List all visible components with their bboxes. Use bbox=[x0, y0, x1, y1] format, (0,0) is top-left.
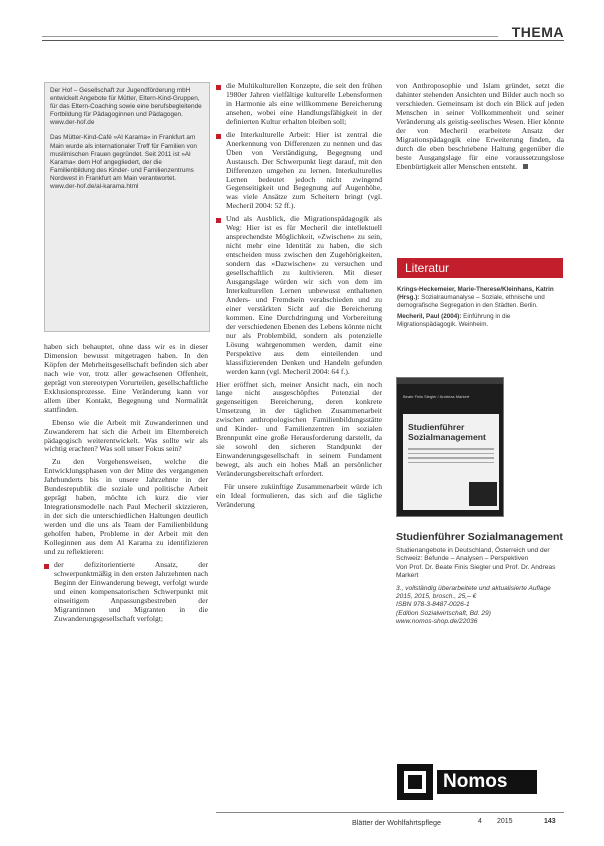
cafe-text: Das Mütter-Kind-Café »Al Karama« in Frankfurt am Main wurde als internationaler Treff für Familien von muslimischen Frauen gegründet. Seit 2011 ist »Al Karama« dem Hof angegliedert, der die Familienbildung des Kinder- und Familienzentrums Nordwest in Frankfurt am Main verantwortet. bbox=[50, 134, 197, 182]
header-rule bbox=[42, 36, 498, 37]
reference-text: Sozialraumanalyse – Soziale, ethnische und demografische Segregation in den Städten. Berlin. bbox=[397, 294, 545, 310]
reference-text: Einführung in die Migrationspädagogik. Weinheim. bbox=[397, 312, 511, 328]
paragraph: Zu den Vorgehensweisen, welche die Entwicklungsphasen von der Mitte des vergangenen Jahrhunderts bis in unsere Jahrzehnte in der Bundesrepublik die soziale und politische Arbeit geprägt haben, möchte ich kurz die vier Integrationsmodelle nach Paul Mecheril skizzieren, in der sich die unterschiedlichen Haltungen deutlich werden und die uns als Team der Familienbildung geholfen haben, Probleme in der Arbeit mit den Kolleginnen aus dem Al Karama zu identifizieren und zu reflektieren: bbox=[44, 457, 208, 556]
bullet-square-icon bbox=[44, 564, 49, 569]
issue-number: 4 bbox=[478, 818, 482, 825]
bullet-item bbox=[216, 82, 382, 127]
end-mark-icon bbox=[523, 164, 528, 169]
bullet-item bbox=[216, 131, 382, 212]
column-left bbox=[44, 343, 208, 628]
hof-info bbox=[50, 87, 204, 127]
bullet-square-icon bbox=[216, 218, 221, 223]
bullet-item bbox=[44, 561, 208, 624]
book-title: Studienführer Sozialmanagement bbox=[396, 531, 563, 543]
cafe-info bbox=[50, 134, 204, 191]
reference-author: Mecheril, Paul (2004): bbox=[397, 312, 462, 320]
book-isbn: ISBN 978-3-8487-0026-1 bbox=[396, 601, 470, 609]
cover-subtitle-lines bbox=[408, 448, 494, 466]
bullet-square-icon bbox=[216, 85, 221, 90]
section-label: THEMA bbox=[511, 24, 564, 40]
reference-author: Krings-Heckemeier, Marie-Therese/Kleinhans, Katrin (Hrsg.): bbox=[397, 286, 554, 302]
nomos-wordmark: Nomos bbox=[443, 771, 508, 792]
book-link[interactable]: www.nomos-shop.de/22036 bbox=[396, 618, 478, 626]
info-box bbox=[44, 82, 210, 332]
cover-title: Studienführer Sozialmanagement bbox=[408, 422, 486, 442]
journal-name: Blätter der Wohlfahrtspflege bbox=[352, 818, 441, 827]
bullet-text: die Multikulturellen Konzepte, die seit den frühen 1980er Jahren vielfältige kulturelle Lebensformen in Harmonie als eine willkommene Bereicherung ansehen, wobei eine Handlungsfähigkeit in der definierten Kultur erhalten bleiben soll; bbox=[226, 81, 382, 126]
book-cover bbox=[396, 377, 504, 517]
book-editors: Von Prof. Dr. Beate Finis Siegler und Prof. Dr. Andreas Markert bbox=[396, 563, 556, 580]
book-series: (Edition Sozialwirtschaft, Bd. 29) bbox=[396, 609, 491, 617]
bullet-text: Und als Ausblick, die Migrationspädagogik als Weg: Hier ist es für Mecheril die intellektuell ansprechendste Möglichkeit, »Zwischen« zu sein, nicht mehr eine Identität zu haben, die sich entscheiden muss zwischen den Zugehörigkeiten, sondern das »Dazwischen« zu versuchen und gesellschaftlich zu kultivieren. Mit dieser Ausgangslage würden wir sich von dem im Interkulturellen Lernen unbewusst enthaltenen Anders- und Fremdsein verabschieden und zu einer verstärkten Sicht auf die Bereicherung kommen. Eine Durchdringung und Vorbereitung der verschiedenen Ebenen des Lebens könnte nicht nur als Problembild, sondern als potenzielle Lösung wahrgenommen werden, damit eine Perspektive aus dem einteilenden und klassifizierenden Denken und Handeln gefunden werden kann (vgl. Mecheril 2004: 64 f.). bbox=[226, 214, 382, 376]
reference bbox=[397, 313, 563, 329]
bullet-text: die Interkulturelle Arbeit: Hier ist zentral die Anerkennung von Differenzen zu nennen und das Üben von Verständigung, Begegnung und Austausch. Der Schwerpunkt liegt darauf, mit den Differenzen umgehen zu lernen. Interkulturelles Lernen bedeutet jedoch nicht zwingend Gegenseitigkeit und Begegnung auf Augenhöhe, was viele Ansätze zum Scheitern bringt (vgl. Mecheril 2004: 52 ff.). bbox=[226, 129, 382, 211]
book-subtitle: Studienangebote in Deutschland, Österreich und der Schweiz: Befunde – Analysen – Perspektiven bbox=[396, 547, 550, 563]
paragraph bbox=[396, 82, 564, 172]
bullet-item bbox=[216, 215, 382, 376]
nomos-emblem-icon bbox=[397, 764, 433, 800]
column-middle bbox=[216, 82, 382, 514]
issue-year: 2015 bbox=[497, 818, 513, 825]
paragraph: Hier eröffnet sich, meiner Ansicht nach, ein noch lange nicht ausgeschöpftes Potenzial der gegenseitigen Bereicherung, deren konkrete Umsetzung in der täglichen Zusammenarbeit zwischen anthropologischen Familienbildungsstätte und Kinder- und Familienzentren im sozialen Brennpunkt eine große Herausforderung darstellt, da sie sowohl den sicheren Standpunkt der Einwanderungsgesellschaft in seinem Fundament bewegt, als auch ein hohes Maß an persönlicher Veränderungsbereitschaft erfordert. bbox=[216, 379, 382, 479]
paragraph: haben sich behauptet, ohne dass wir es in dieser Dimension bewusst mitgetragen haben. In den Köpfen der Mehrheitsgesellschaft befinden sich aber nach wie vor, trotz aller gewachsenen Offenheit, geprägt von stereotypen Vorurteilen, gesellschaftliche Exklusionsprozesse. Eine Veränderung kann vor allem über Kontakt, Begegnung und Normalität stattfinden. bbox=[44, 342, 208, 414]
paragraph-text: von Anthroposophie und Islam gründet, setzt die dahinter stehenden Ansichten und Bilder auch noch so verschieden. Gemeinsam ist doch ein Blick auf jeden Menschen in seiner Vollkommenheit und seiner Veränderung als geistig-seelisches Wesen. Hier könnte der von Mecheril erarbeitete Ansatz der Migrationspädagogik eine Erweiterung finden, da durch die eben beschriebene Haltung gegenüber die beste Ausgangslage für eine voraussetzungslose Ebenbürtigkeit aller Menschen entsteht. bbox=[396, 81, 564, 171]
literatur-title: Literatur bbox=[405, 261, 450, 275]
hof-text: Der Hof – Gesellschaft zur Jugendförderung mbH entwickelt Angebote für Mütter, Eltern-Kind-Gruppen, für das Eltern-Coaching sowie eine berufsbegleitende Fortbildung für Pädagoginnen und Pädagogen. bbox=[50, 87, 202, 119]
bullet-text: der defizitorientierte Ansatz, der schwerpunktmäßig in den ersten Jahrzehnten nach Beginn der Einwanderung bewegt, verfolgt wurde und einen kompensatorischen Schwerpunkt mit einseitigem Anpassungsbestreben der Migrantinnen und Migranten in die Zuwanderungsgesellschaft verfolgt; bbox=[54, 559, 208, 623]
hof-link[interactable]: www.der-hof.de bbox=[50, 119, 95, 127]
cover-authors: Beate Finis Siegler / Andreas Markert bbox=[403, 394, 470, 399]
column-right bbox=[396, 82, 564, 176]
book-details bbox=[396, 531, 564, 627]
reference bbox=[397, 286, 563, 311]
literatur-list bbox=[397, 286, 563, 331]
cover-strip bbox=[397, 378, 503, 384]
cafe-link[interactable]: www.der-hof.de/al-karama.html bbox=[50, 183, 139, 191]
bullet-square-icon bbox=[216, 134, 221, 139]
nomos-logo bbox=[397, 764, 549, 800]
book-edition: 3., vollständig überarbeitete und aktualisierte Auflage 2015, 2015, brosch., 25,– € bbox=[396, 584, 551, 601]
header-underline bbox=[42, 40, 564, 41]
paragraph: Für unsere zukünftige Zusammenarbeit würde ich ein Ideal formulieren, das sich auf die tägliche Veränderung bbox=[216, 481, 382, 509]
page-number: 143 bbox=[544, 818, 556, 825]
paragraph: Ebenso wie die Arbeit mit Zuwanderinnen und Zuwanderern hat sich die Arbeit im Elternbereich pädagogisch weiterentwickelt. Was sollte wir als wichtig erachten? Was soll unser Fokus sein? bbox=[44, 417, 208, 454]
footer-rule bbox=[216, 812, 564, 813]
footer bbox=[0, 818, 604, 832]
cover-emblem-icon bbox=[469, 482, 497, 506]
